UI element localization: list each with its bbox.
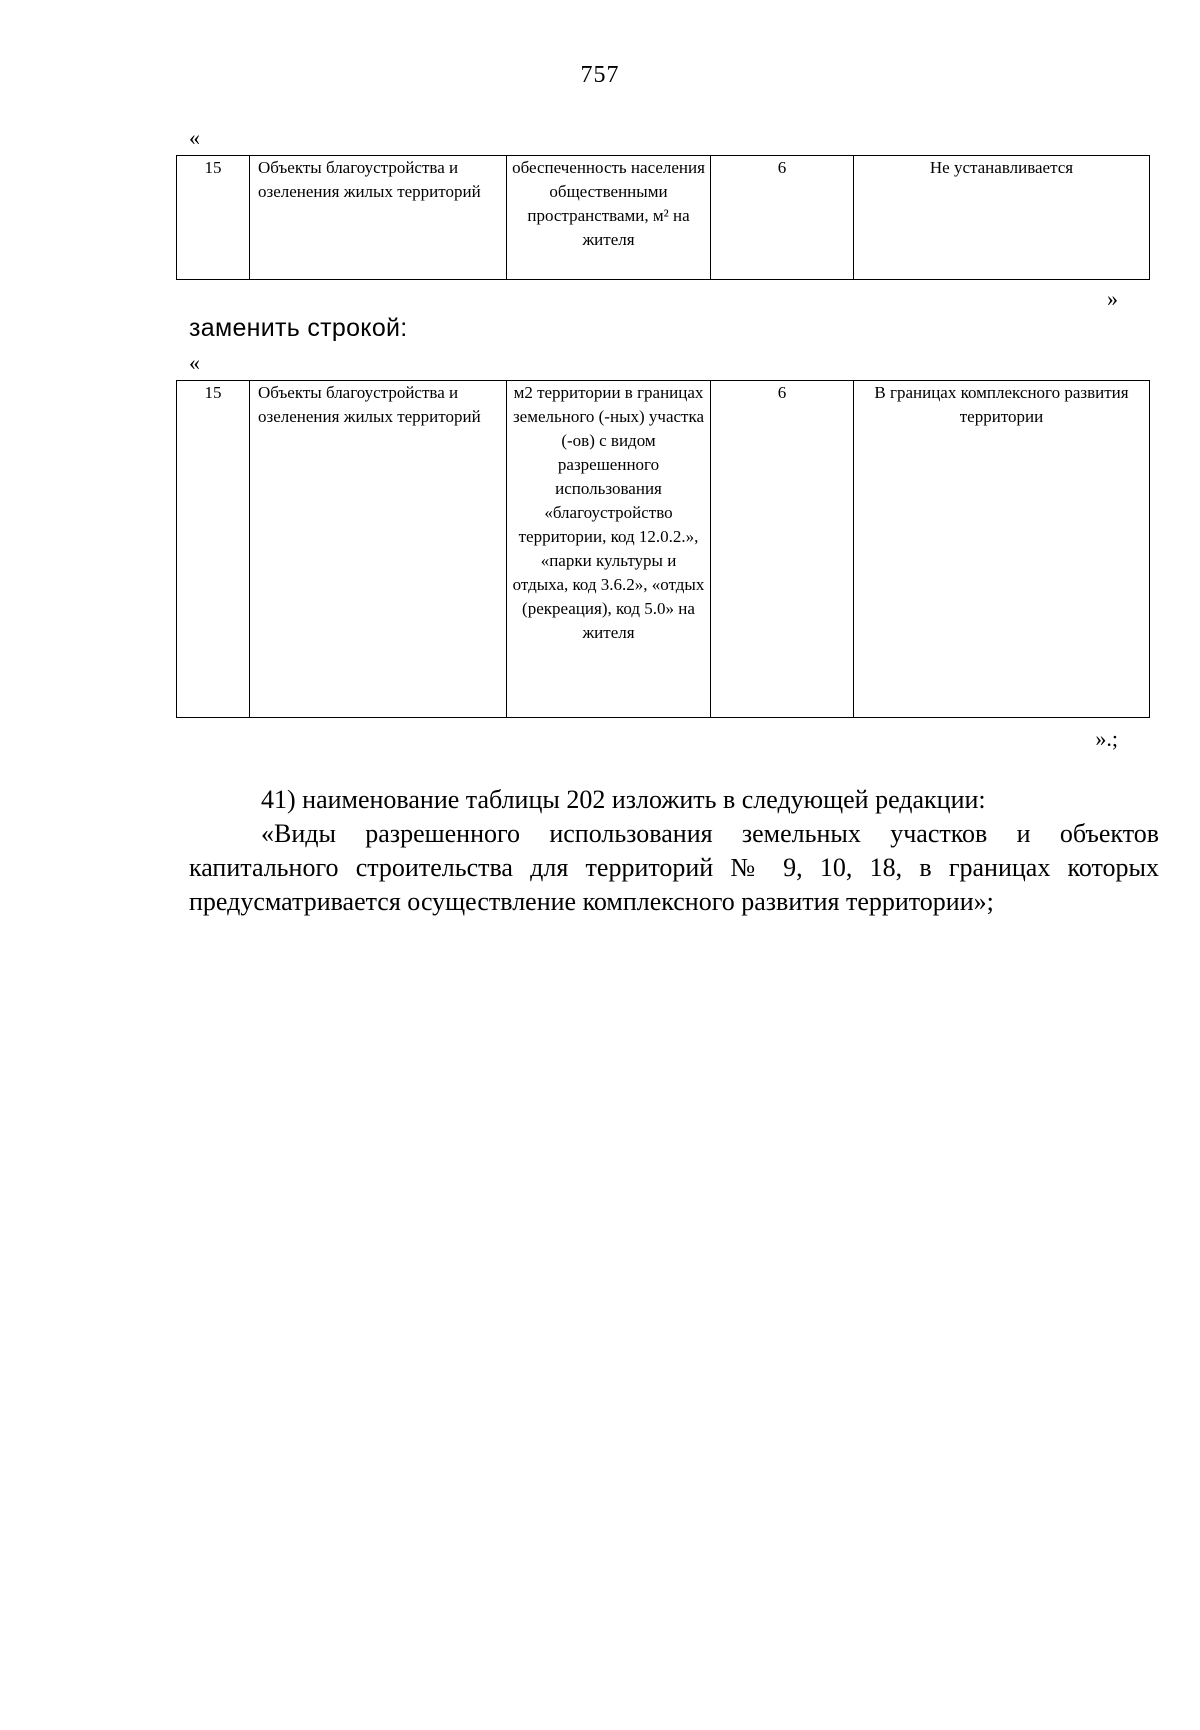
table-row — [177, 156, 1150, 280]
replace-instruction: заменить строкой: — [189, 314, 408, 342]
item-41-intro: 41) наименование таблицы 202 изложить в следующей редакции: — [261, 785, 986, 814]
new-norm-table — [176, 380, 1150, 718]
row-number-cell: 15 — [177, 381, 250, 718]
value-cell: 6 — [711, 381, 854, 718]
closing-quote-mark: » — [1107, 286, 1118, 311]
page-number: 757 — [580, 62, 620, 88]
note-cell: В границах комплексного развития территории — [854, 381, 1150, 718]
object-name-cell: Объекты благоустройства и озеленения жилых территорий — [250, 381, 507, 718]
indicator-cell: обеспеченность населения общественными пространствами, м² на жителя — [507, 156, 711, 280]
note-cell: Не устанавливается — [854, 156, 1150, 280]
closing-quote-mark: ».; — [1095, 726, 1118, 751]
indicator-cell: м2 территории в границах земельного (-ных) участка (-ов) с видом разрешенного использования «благоустройство территории, код 12.0.2.», «парки культуры и отдыха, код 3.6.2», «отдых (рекреация), код 5.0» на жителя — [507, 381, 711, 718]
table-row — [177, 381, 1150, 718]
item-41-new-title: «Виды разрешенного использования земельных участков и объектов капитального строительства для территорий № 9, 10, 18, в границах которых предусматривается осуществление комплексного развития территории»; — [189, 819, 1159, 916]
old-norm-table — [176, 155, 1150, 280]
value-cell: 6 — [711, 156, 854, 280]
opening-quote-mark: « — [189, 125, 200, 150]
opening-quote-mark: « — [189, 350, 200, 375]
row-number-cell: 15 — [177, 156, 250, 280]
amendment-text — [189, 783, 1159, 919]
object-name-cell: Объекты благоустройства и озеленения жилых территорий — [250, 156, 507, 280]
